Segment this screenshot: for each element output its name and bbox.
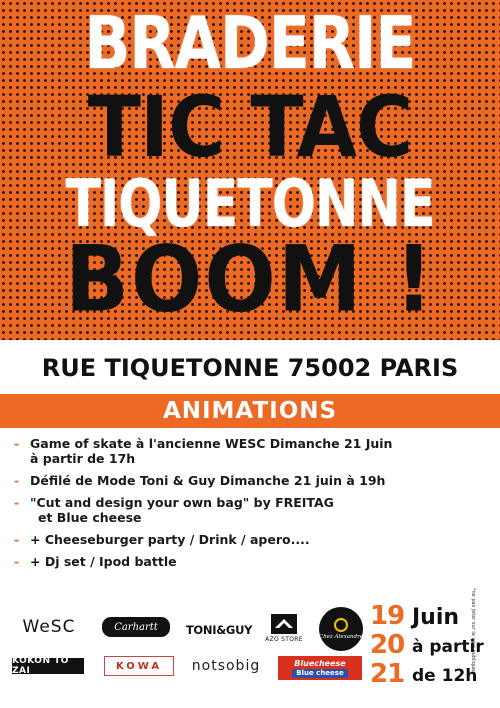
list-item-text: "Cut and design your own bag" by FREITAG — [30, 495, 334, 510]
blue-cheese-text-1: Bluecheese — [294, 658, 346, 668]
ring-icon — [334, 618, 348, 632]
chez-alexandre-text: Chez Alexandre — [319, 633, 363, 640]
azo-mark-icon — [271, 614, 297, 634]
animations-label: ANIMATIONS — [162, 398, 338, 424]
bullet-dash: - — [14, 554, 20, 569]
bullet-dash: - — [14, 473, 20, 488]
animations-banner — [0, 394, 500, 428]
date-text: Juin — [412, 605, 460, 630]
list-item-text: Game of skate à l'ancienne WESC Dimanche 21 Juin — [30, 436, 393, 451]
kokon-to-zai-logo: KOKON TO ZAI — [12, 658, 84, 674]
list-item — [14, 473, 484, 488]
bullet-dash: - — [14, 495, 20, 510]
kowa-logo: KOWA — [104, 656, 174, 676]
blue-cheese-text-2: Blue cheese — [292, 669, 347, 678]
headline-tic-tac: TIC TAC — [87, 79, 413, 177]
event-dates — [370, 600, 498, 687]
list-item — [14, 532, 484, 547]
date-row — [370, 600, 498, 629]
list-item-text: Défilé de Mode Toni & Guy Dimanche 21 juin à 19h — [30, 473, 386, 488]
headline-boom: BOOM ! — [65, 226, 435, 333]
azo-store-logo — [262, 608, 306, 648]
chez-alexandre-badge — [319, 607, 363, 651]
bullet-dash: - — [14, 436, 20, 451]
list-item-text-2: et Blue cheese — [38, 510, 142, 525]
address: RUE TIQUETONNE 75002 PARIS — [41, 354, 459, 382]
list-item — [14, 436, 484, 466]
azo-store-text: AZO STORE — [265, 635, 303, 643]
list-item-text: + Dj set / Ipod battle — [30, 554, 177, 569]
chez-alexandre-logo — [318, 606, 364, 652]
toni-guy-logo: TONI&GUY — [185, 623, 253, 637]
list-item — [14, 554, 484, 569]
notsobig-logo: notsobig — [191, 658, 261, 674]
animations-list — [14, 436, 484, 576]
date-number: 20 — [370, 630, 405, 660]
date-text: de 12h — [412, 666, 478, 686]
date-number: 21 — [370, 659, 405, 689]
date-row — [370, 629, 498, 658]
date-row — [370, 658, 498, 687]
headline-tiquetonne: TIQUETONNE — [65, 167, 435, 242]
list-item-text-2: à partir de 17h — [30, 451, 136, 466]
halftone-header — [0, 0, 500, 340]
list-item-text: + Cheeseburger party / Drink / apero.... — [30, 532, 310, 547]
carhartt-badge: Carhartt — [102, 617, 170, 637]
date-text: à partir — [412, 637, 484, 657]
headline-braderie: BRADERIE — [84, 2, 416, 86]
bullet-dash: - — [14, 532, 20, 547]
blue-cheese-logo — [278, 656, 362, 680]
wesc-logo: WeSC — [22, 617, 76, 637]
carhartt-logo — [100, 612, 172, 642]
list-item — [14, 495, 484, 525]
date-number: 19 — [370, 601, 405, 631]
fine-print: *ne pas jeter sur la voie publique — [470, 588, 476, 672]
